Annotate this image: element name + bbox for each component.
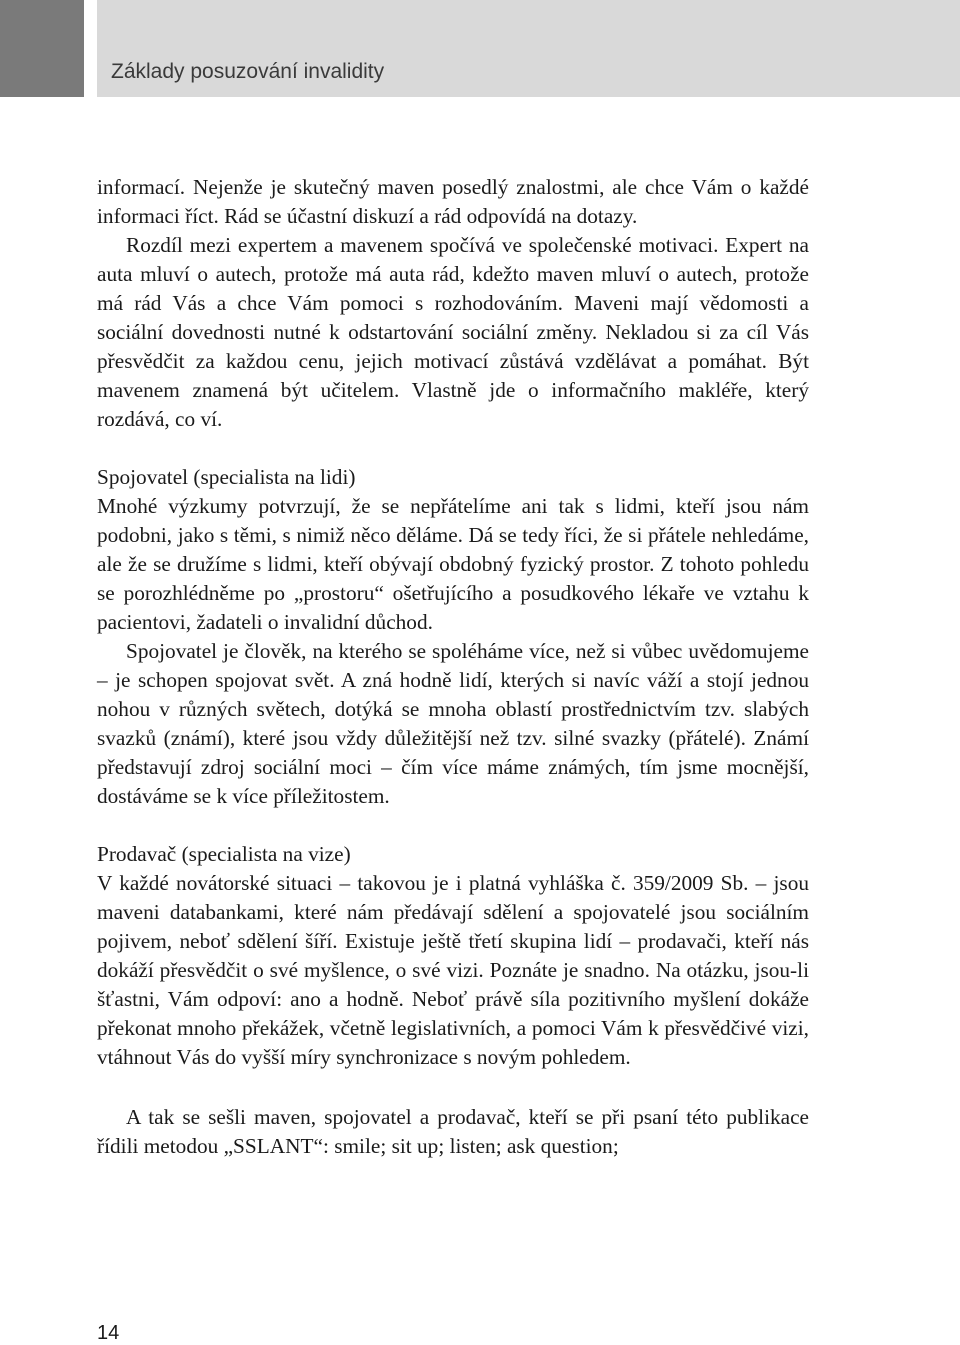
body-text (97, 173, 809, 1161)
corner-block (0, 0, 84, 97)
section-heading-connector: Spojovatel (specialista na lidi) (97, 465, 356, 489)
paragraph-connector-description: Spojovatel je člověk, na kterého se spoléháme více, než si vůbec uvědomujeme – je schopen spojovat svět. A zná hodně lidí, kterých si navíc váží a stojí jednou nohou v různých světech, dotýká se mnoha oblastí prostřednictvím tzv. slabých svazků (známí), které jsou vždy důležitější než tzv. silné svazky (přátelé). Známí představují zdroj sociální moci – čím více máme známých, tím jsme mocnější, dostáváme se k více příležitostem. (97, 639, 809, 808)
running-header-title: Základy posuzování invalidity (111, 60, 385, 83)
paragraph-salesman-description: V každé novátorské situaci – takovou je i platná vyhláška č. 359/2009 Sb. – jsou maveni databankami, které nám předávají sdělení a spojovatelé jsou sociálním pojivem, neboť sdělení šíří. Existuje ještě třetí skupina lidí – prodavači, kteří nás dokáží přesvědčit o své myšlence, o své vizi. Poznáte je snadno. Na otázku, jsou-li šťastni, Vám odpoví: ano a hodně. Neboť právě síla pozitivního myšlení dokáže překonat mnoho překážek, včetně legislativních, a pomoci Vám k přesvědčivé vizi, vtáhnout Vás do vyšší míry synchronizace s novým pohledem. (97, 871, 809, 1069)
paragraph-sslant: A tak se sešli maven, spojovatel a prodavač, kteří se při psaní této publikace řídili metodou „SSLANT“: smile; sit up; listen; ask question; (97, 1105, 809, 1158)
running-header (97, 0, 960, 97)
paragraph-connector-intro: Mnohé výzkumy potvrzují, že se nepřátelíme ani tak s lidmi, kteří jsou nám podobni, jako s těmi, s nimiž něco děláme. Dá se tedy říci, že si přátele nehledáme, ale že se družíme s lidmi, kteří obývají obdobný fyzický prostor. Z tohoto pohledu se porozhlédněme po „prostoru“ ošetřujícího a posudkového lékaře ve vztahu k pacientovi, žadateli o invalidní důchod. (97, 494, 809, 634)
page-number: 14 (97, 1322, 120, 1344)
paragraph-expert-vs-maven: Rozdíl mezi expertem a mavenem spočívá ve společenské motivaci. Expert na auta mluví o autech, protože má auta rád, kdežto maven mluví o autech, protože má rád Vás a chce Vám pomoci s rozhodováním. Maveni mají vědomosti a sociální dovednosti nutné k odstartování sociální změny. Nekladou si za cíl Vás přesvědčit za každou cenu, jejich motivací zůstává vzdělávat a pomáhat. Být mavenem znamená být učitelem. Vlastně jde o informačního makléře, který rozdává, co ví. (97, 233, 809, 431)
paragraph-maven-continued: informací. Nejenže je skutečný maven posedlý znalostmi, ale chce Vám o každé informaci říct. Rád se účastní diskuzí a rád odpovídá na dotazy. (97, 175, 809, 228)
section-heading-salesman: Prodavač (specialista na vize) (97, 842, 351, 866)
